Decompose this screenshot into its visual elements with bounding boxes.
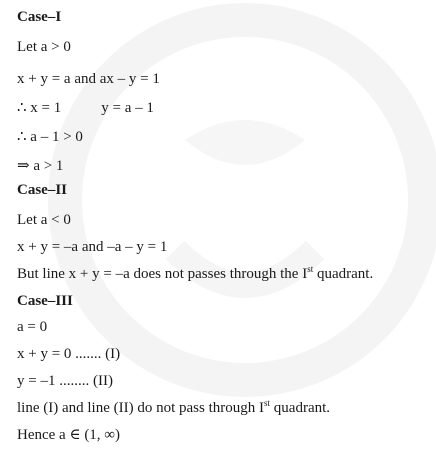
equation-II: y = –1 ........ (II)	[17, 373, 113, 389]
superscript-st: st	[264, 398, 271, 408]
statement-text: line (I) and line (II) do not pass through I	[17, 400, 265, 416]
condition-a-greater-0: Let a > 0	[17, 39, 71, 55]
case-1-heading: Case–I	[17, 9, 62, 25]
therefore-x: ∴ x = 1	[17, 100, 62, 116]
equation-I: x + y = 0 ....... (I)	[17, 346, 121, 362]
implies-a-greater-1: ⇒ a > 1	[17, 158, 64, 174]
superscript-st: st	[307, 264, 314, 274]
inequality-a-minus-1: ∴ a – 1 > 0	[17, 129, 83, 145]
condition-a-less-0: Let a < 0	[17, 212, 71, 228]
case-2-heading: Case–II	[17, 182, 68, 198]
condition-a-equals-0: a = 0	[17, 319, 48, 335]
statement-text: But line x + y = –a does not passes through the I	[17, 266, 308, 282]
conclusion: Hence a ∈ (1, ∞)	[17, 427, 121, 443]
equation-pair-2: x + y = –a and –a – y = 1	[17, 239, 168, 255]
statement-text-end: quadrant.	[270, 400, 331, 416]
case-3-heading: Case–III	[17, 293, 73, 309]
statement-lines-not-first-quadrant	[17, 399, 330, 417]
equation-pair-1: x + y = a and ax – y = 1	[17, 71, 160, 87]
statement-text-end: quadrant.	[313, 266, 374, 282]
solution-x-y	[17, 99, 154, 117]
statement-no-first-quadrant	[17, 265, 373, 283]
y-value: y = a – 1	[101, 100, 154, 116]
